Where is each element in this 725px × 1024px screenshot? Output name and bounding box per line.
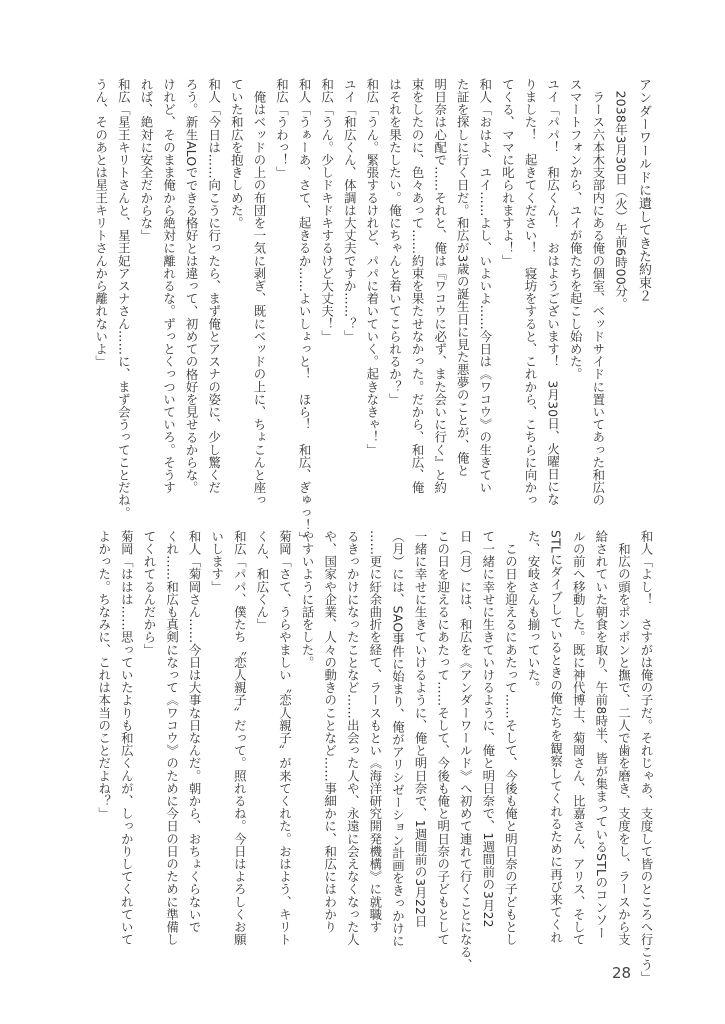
text-column: くれ……和広も真剣になって《ワコウ》のために今日の日のために準備し: [164, 530, 180, 946]
text-column: うん、そのあとは星王キリトさんから離れないよ」: [93, 78, 109, 368]
text-column: けれど、そのまま俺から絶対に離れるな。ずっとくっついていろ。そうす: [161, 78, 177, 494]
text-column: （月）には、SAO事件に始まり、俺がアリシゼーション計画をきっかけに: [390, 530, 406, 948]
text-column: ユイ「パパ！ 和広くん！ おはようございます！ 3月30日、火曜日にな: [545, 78, 561, 506]
text-column: ていた和広を抱きしめた。: [229, 78, 245, 230]
text-column: ラース六本木支部内にある俺の個室、ベッドサイドに置いてあった和広の: [590, 78, 606, 507]
text-column: ユイ「和広くん、体調は大丈夫ですか……？」: [342, 78, 358, 343]
chapter-title: アンダーワールドに遺してきた約束２: [636, 78, 651, 303]
text-column: てくる、ママに叱られますよ！」: [500, 78, 516, 267]
text-column: てくれてるんだから」: [141, 530, 157, 656]
text-column: くん、和広くん」: [254, 530, 270, 631]
text-column: 和人「今日は……向こうに行ったら、まず俺とアスナの姿に、少し驚くだ: [206, 78, 222, 494]
text-column: 和人「おはよ、ユイ……よし、いよいよ……今日は《ワコウ》の生きてい: [477, 78, 493, 494]
text-column: ……更に紆余曲折を経て、ラースもとい《海洋研究開発機構》に就職す: [367, 530, 383, 934]
text-column: 和広の頭をポンポンと撫で、二人で歯を磨き、支度をし、ラースから支: [616, 530, 632, 946]
text-column: れば、絶対に安全だからな」: [138, 78, 154, 242]
text-column: るきっかけになったことなど……出会った人や、永遠に会えなくなった人: [345, 530, 361, 946]
text-column: 束をしたのに、色々あって……約束を果たせなかった。だから、和広、俺: [410, 78, 426, 494]
text-block-upper: [89, 78, 654, 545]
text-column: やすいように話をした。: [300, 530, 316, 669]
text-column: 和人「よし！ さすがは俺の子だ。それじゃあ、支度して皆のところへ行こう」: [639, 530, 654, 984]
text-column: はそれを果たしたい。俺にちゃんと着いてこられるか？」: [387, 78, 403, 406]
text-column: スマートフォンから、ユイが俺たちを起こし始めた。: [568, 78, 584, 381]
text-column: て一緒に幸せに生きていけるように、俺と明日奈で、1週間前の3月22: [480, 530, 496, 928]
text-column: STLにダイブしているときの俺たちを観察してくれるために再び来てくれ: [548, 530, 564, 944]
text-column: よかった。ちなみに、これは本当のことだよね？」: [96, 530, 112, 820]
text-column: た証を探しに行く日だ。和広が3歳の誕生日に見た悪夢のことが、俺と: [455, 78, 471, 477]
page-number: 28: [612, 964, 632, 982]
text-column: 日（月）には、和広を《アンダーワールド》へ初めて連れて行くことになる、: [458, 530, 474, 971]
text-column: 和広「うわっ！」: [274, 78, 290, 179]
text-column: この日を迎えるにあたって……そして、今後も俺と明日奈の子どもとし: [503, 530, 519, 946]
text-column: りました！ 起きてください！ 寝坊をすると、これから、こちらに向かっ: [523, 78, 539, 507]
text-column: 一緒に幸せに生きていけるように、俺と明日奈で、1週間前の3月22日: [413, 530, 429, 928]
text-column: ルの前へ移動した。既に神代博士、菊岡さん、比嘉さん、アリス、そして: [571, 530, 587, 946]
text-column: 和広「星王キリトさんと、星王妃アスナさん……に、まず会うってことだね。: [116, 78, 132, 519]
text-column: 2038年3月30日（火）午前6時00分。: [613, 78, 629, 311]
text-column: 菊岡「さて、うらやましい〝恋人親子〟が来てくれた。おはよう、キリト: [277, 530, 293, 946]
text-column: 俺はベッドの上の布団を一気に剥ぎ、既にベッドの上に、ちょこんと座っ: [251, 78, 267, 507]
text-column: ろう。新生ALOでできる格好とは違って、初めての格好を見せるからな。: [184, 78, 200, 494]
text-column: 明日奈は心配で……それと、俺は『ワコウに必ず、また会いに行く』と約: [432, 78, 448, 494]
text-column: この日を迎えるにあたって……そして、今後も俺と明日奈の子どもとして: [435, 530, 451, 946]
text-column: や、国家や企業、人々の動きのことなど……事細かに、和広にはわかり: [322, 530, 338, 934]
text-column: た、安岐さんも揃っていた。: [526, 530, 542, 694]
text-column: いします」: [209, 530, 225, 593]
text-column: 和広「うん。少しドキドキするけど大丈夫！」: [319, 78, 335, 343]
text-column: 和広「パパ、僕たち〝恋人親子〟だって。照れるね。今日はよろしくお願: [232, 530, 248, 946]
text-column: 和人「菊岡さん……今日は大事な日なんだ。朝から、おちょくらないで: [187, 530, 203, 934]
text-column: 菊岡「ははは……思っていたよりも和広くんが、しっかりしてくれていて: [119, 530, 135, 946]
text-column: 和広「うん。緊張するけれど、パパに着いていく。起きなきゃ！」: [364, 78, 380, 456]
text-column: 和人「うぁーあ、さて、起きるか……よいしょっと！ ほら！ 和広、ぎゅっ！」: [297, 78, 313, 545]
text-column: 給されていた朝食を取り、午前8時半、皆が集まっているSTLのコンソー: [593, 530, 609, 940]
